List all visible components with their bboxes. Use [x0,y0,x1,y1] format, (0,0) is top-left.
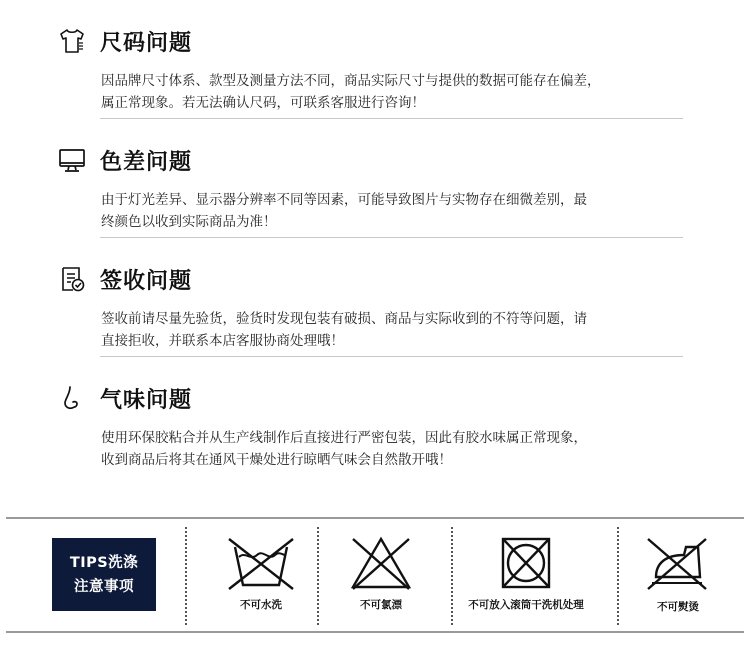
text-line: 收到商品后将其在通风干燥处进行晾晒气味会自然散开哦！ [101,452,452,468]
tshirt-icon [58,27,86,55]
no-bleach-icon [345,533,417,593]
dotted-divider [317,527,319,625]
divider [100,118,683,119]
section-header [58,381,698,415]
dotted-divider [617,527,619,625]
no-wash-icon [225,533,297,593]
text-line: 直接拒收，并联系本店客服协商处理哦！ [101,333,344,349]
tips-badge-line: 注意事项 [74,578,134,595]
section-title: 签收问题 [100,268,193,294]
section-text [101,308,691,352]
tips-badge-line: TIPS洗涤 [69,554,139,571]
care-no-tumble-dry [446,533,606,612]
monitor-icon [58,146,86,174]
no-tumble-dry-icon [490,533,562,593]
section-title: 色差问题 [100,149,193,175]
section-text [101,427,691,471]
section-header [58,143,698,177]
text-line: 由于灯光差异、显示器分辨率不同等因素，可能导致图片与实物存在细微差别，最 [101,192,587,208]
text-line: 使用环保胶粘合并从生产线制作后直接进行严密包装，因此有胶水味属正常现象， [101,430,587,446]
divider [100,237,683,238]
care-label: 不可放入滚筒干洗机处理 [468,599,584,611]
section-text [101,189,691,233]
section-header [58,262,698,296]
section-title: 气味问题 [100,387,193,413]
section-header [58,24,698,58]
care-label: 不可水洗 [240,599,282,611]
section-size [58,24,698,114]
text-line: 属正常现象。若无法确认尺码，可联系客服进行咨询！ [101,95,425,111]
section-receipt [58,262,698,352]
washing-tips-bar [6,517,744,633]
care-no-iron [628,533,728,614]
dotted-divider [185,527,187,625]
no-iron-icon [642,533,714,595]
divider [100,356,683,357]
section-color [58,143,698,233]
section-odor [58,381,698,471]
text-line: 因品牌尺寸体系、款型及测量方法不同，商品实际尺寸与提供的数据可能存在偏差， [101,73,601,89]
care-label: 不可氯漂 [360,599,402,611]
text-line: 签收前请尽量先验货，验货时发现包装有破损、商品与实际收到的不符等问题，请 [101,311,587,327]
section-title: 尺码问题 [100,30,193,56]
text-line: 终颜色以收到实际商品为准！ [101,214,277,230]
care-no-wash [211,533,311,612]
nose-icon [58,384,86,412]
care-no-bleach [326,533,436,612]
tips-badge [52,538,156,611]
care-label: 不可熨烫 [657,601,699,613]
checklist-icon [58,265,86,293]
section-text [101,70,691,114]
